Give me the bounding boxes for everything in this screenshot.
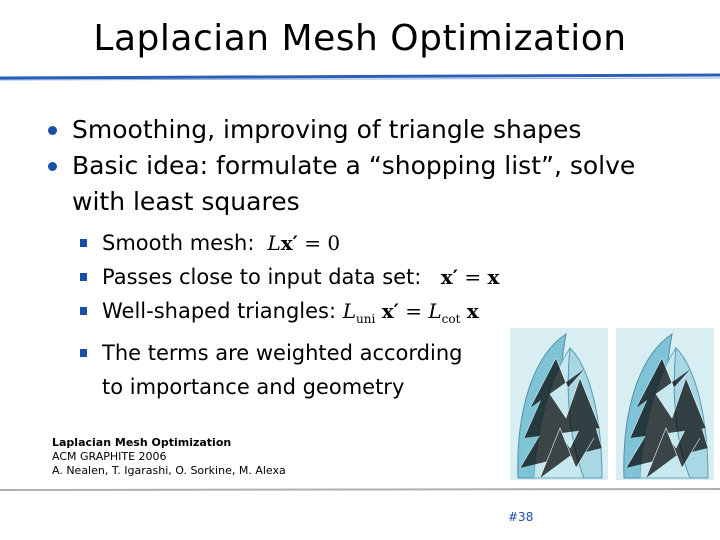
square-bullet-icon <box>80 239 87 247</box>
sub-bullet-item <box>94 260 499 294</box>
sub-bullet-item <box>94 336 499 404</box>
bullet-dot-icon <box>48 162 57 171</box>
title-underline <box>0 70 720 84</box>
sub-bullet-label: Smooth mesh: <box>102 231 255 255</box>
mesh-renderings <box>510 328 716 480</box>
square-bullet-icon <box>80 307 87 315</box>
bullet-dot-icon <box>48 126 57 135</box>
bullet-item <box>46 112 635 148</box>
square-bullet-icon <box>80 273 87 281</box>
citation-authors: A. Nealen, T. Igarashi, O. Sorkine, M. Alexa <box>52 464 286 477</box>
citation-venue: ACM GRAPHITE 2006 <box>52 450 167 463</box>
bullet-item <box>46 148 635 220</box>
equation-smooth: Lx′ = 0 <box>267 231 341 255</box>
bullet-text-continued: with least squares <box>72 187 300 216</box>
bullet-text: Smoothing, improving of triangle shapes <box>72 115 582 144</box>
citation-title: Laplacian Mesh Optimization <box>52 436 232 449</box>
page-number: #38 <box>508 510 534 524</box>
mesh-image-left <box>510 328 608 480</box>
sub-bullet-label: Passes close to input data set: <box>102 265 422 289</box>
sub-bullet-label: The terms are weighted according <box>102 341 463 365</box>
sub-bullet-label-continued: to importance and geometry <box>102 375 405 399</box>
sub-bullet-item <box>94 294 499 336</box>
sub-bullet-item <box>94 226 499 260</box>
slide-title: Laplacian Mesh Optimization <box>93 18 627 59</box>
bullet-text: Basic idea: formulate a “shopping list”, solve <box>72 151 636 180</box>
sub-bullet-list <box>94 226 499 404</box>
citation <box>52 436 286 478</box>
sub-bullet-label: Well-shaped triangles: <box>102 299 337 323</box>
square-bullet-icon <box>80 349 87 357</box>
equation-data: x′ = x <box>440 265 500 289</box>
footer-rule <box>0 484 720 496</box>
mesh-image-right <box>616 328 714 480</box>
equation-shape: $L_{uni}$ $x' = L_{cot}$ x <box>342 299 479 326</box>
bullet-list <box>46 112 635 220</box>
